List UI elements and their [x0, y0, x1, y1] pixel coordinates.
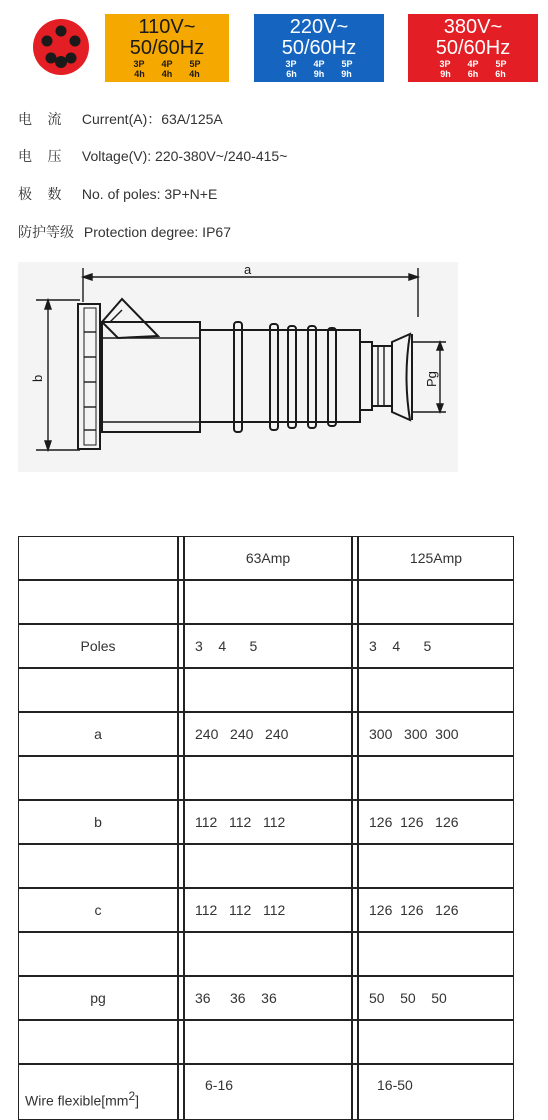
table-row: [18, 800, 514, 844]
dimension-label-pg: Pg: [424, 371, 439, 387]
specification-table: [18, 536, 514, 1120]
table-header-cell: [18, 536, 178, 580]
table-header-cell: 63Amp: [184, 536, 352, 580]
spec-value: Voltage(V): 220-380V~/240-415~: [81, 148, 288, 164]
poles-row: 3P 4P 5P: [285, 59, 353, 69]
spec-voltage: [18, 146, 287, 166]
cell-125amp: 300 300 300: [358, 712, 514, 756]
poles-row: 3P 4P 5P: [133, 59, 201, 69]
spec-label-zh: 电 压: [18, 148, 62, 164]
row-label: c: [18, 888, 178, 932]
dimension-label-a: a: [244, 262, 252, 277]
spec-value: Protection degree: IP67: [83, 224, 231, 240]
frequency-label: 50/60Hz: [281, 37, 357, 59]
table-header-cell: 125Amp: [358, 536, 514, 580]
dimension-label-b: b: [30, 374, 45, 382]
cell-125amp: 50 50 50: [358, 976, 514, 1020]
voltage-box-380v: [408, 14, 538, 82]
voltage-label: 110V~: [138, 16, 196, 38]
voltage-label: 380V~: [443, 16, 503, 38]
table-header-row: [18, 536, 514, 580]
spec-value: No. of poles: 3P+N+E: [81, 186, 218, 202]
cell-63amp: 3 4 5: [184, 624, 352, 668]
cell-125amp: 126 126 126: [358, 800, 514, 844]
table-row-wire: [18, 1064, 514, 1120]
frequency-label: 50/60Hz: [435, 37, 511, 59]
socket-pins-icon: [32, 18, 90, 76]
frequency-label: 50/60Hz: [129, 37, 205, 59]
row-label: Poles: [18, 624, 178, 668]
socket-dimension-drawing: [18, 262, 458, 472]
cell-63amp: 112 112 112: [184, 888, 352, 932]
poles-row: 3P 4P 5P: [439, 59, 507, 69]
voltage-box-110v: [105, 14, 229, 82]
cell-63amp: 240 240 240: [184, 712, 352, 756]
row-label: pg: [18, 976, 178, 1020]
row-label: a: [18, 712, 178, 756]
hours-row: 4h 4h 4h: [134, 69, 200, 79]
table-row: [18, 976, 514, 1020]
table-row: [18, 712, 514, 756]
spec-label-zh: 电 流: [18, 111, 62, 127]
cell-63amp: 6-16: [184, 1064, 352, 1120]
table-row: [18, 888, 514, 932]
spec-label-zh: 极 数: [18, 186, 62, 202]
row-label: Wire flexible[mm2]: [18, 1064, 178, 1120]
spec-current: [18, 109, 223, 129]
row-label: b: [18, 800, 178, 844]
spec-value: Current(A)：63A/125A: [81, 111, 223, 127]
cell-63amp: 112 112 112: [184, 800, 352, 844]
table-row: [18, 624, 514, 668]
voltage-box-220v: [254, 14, 384, 82]
voltage-label: 220V~: [289, 16, 349, 38]
hours-row: 9h 6h 6h: [440, 69, 506, 79]
spec-poles: [18, 184, 217, 204]
cell-125amp: 126 126 126: [358, 888, 514, 932]
spec-protection: [18, 222, 231, 242]
cell-125amp: 3 4 5: [358, 624, 514, 668]
hours-row: 6h 9h 9h: [286, 69, 352, 79]
cell-125amp: 16-50: [358, 1064, 514, 1120]
spec-label-zh: 防护等级: [18, 224, 74, 240]
cell-63amp: 36 36 36: [184, 976, 352, 1020]
